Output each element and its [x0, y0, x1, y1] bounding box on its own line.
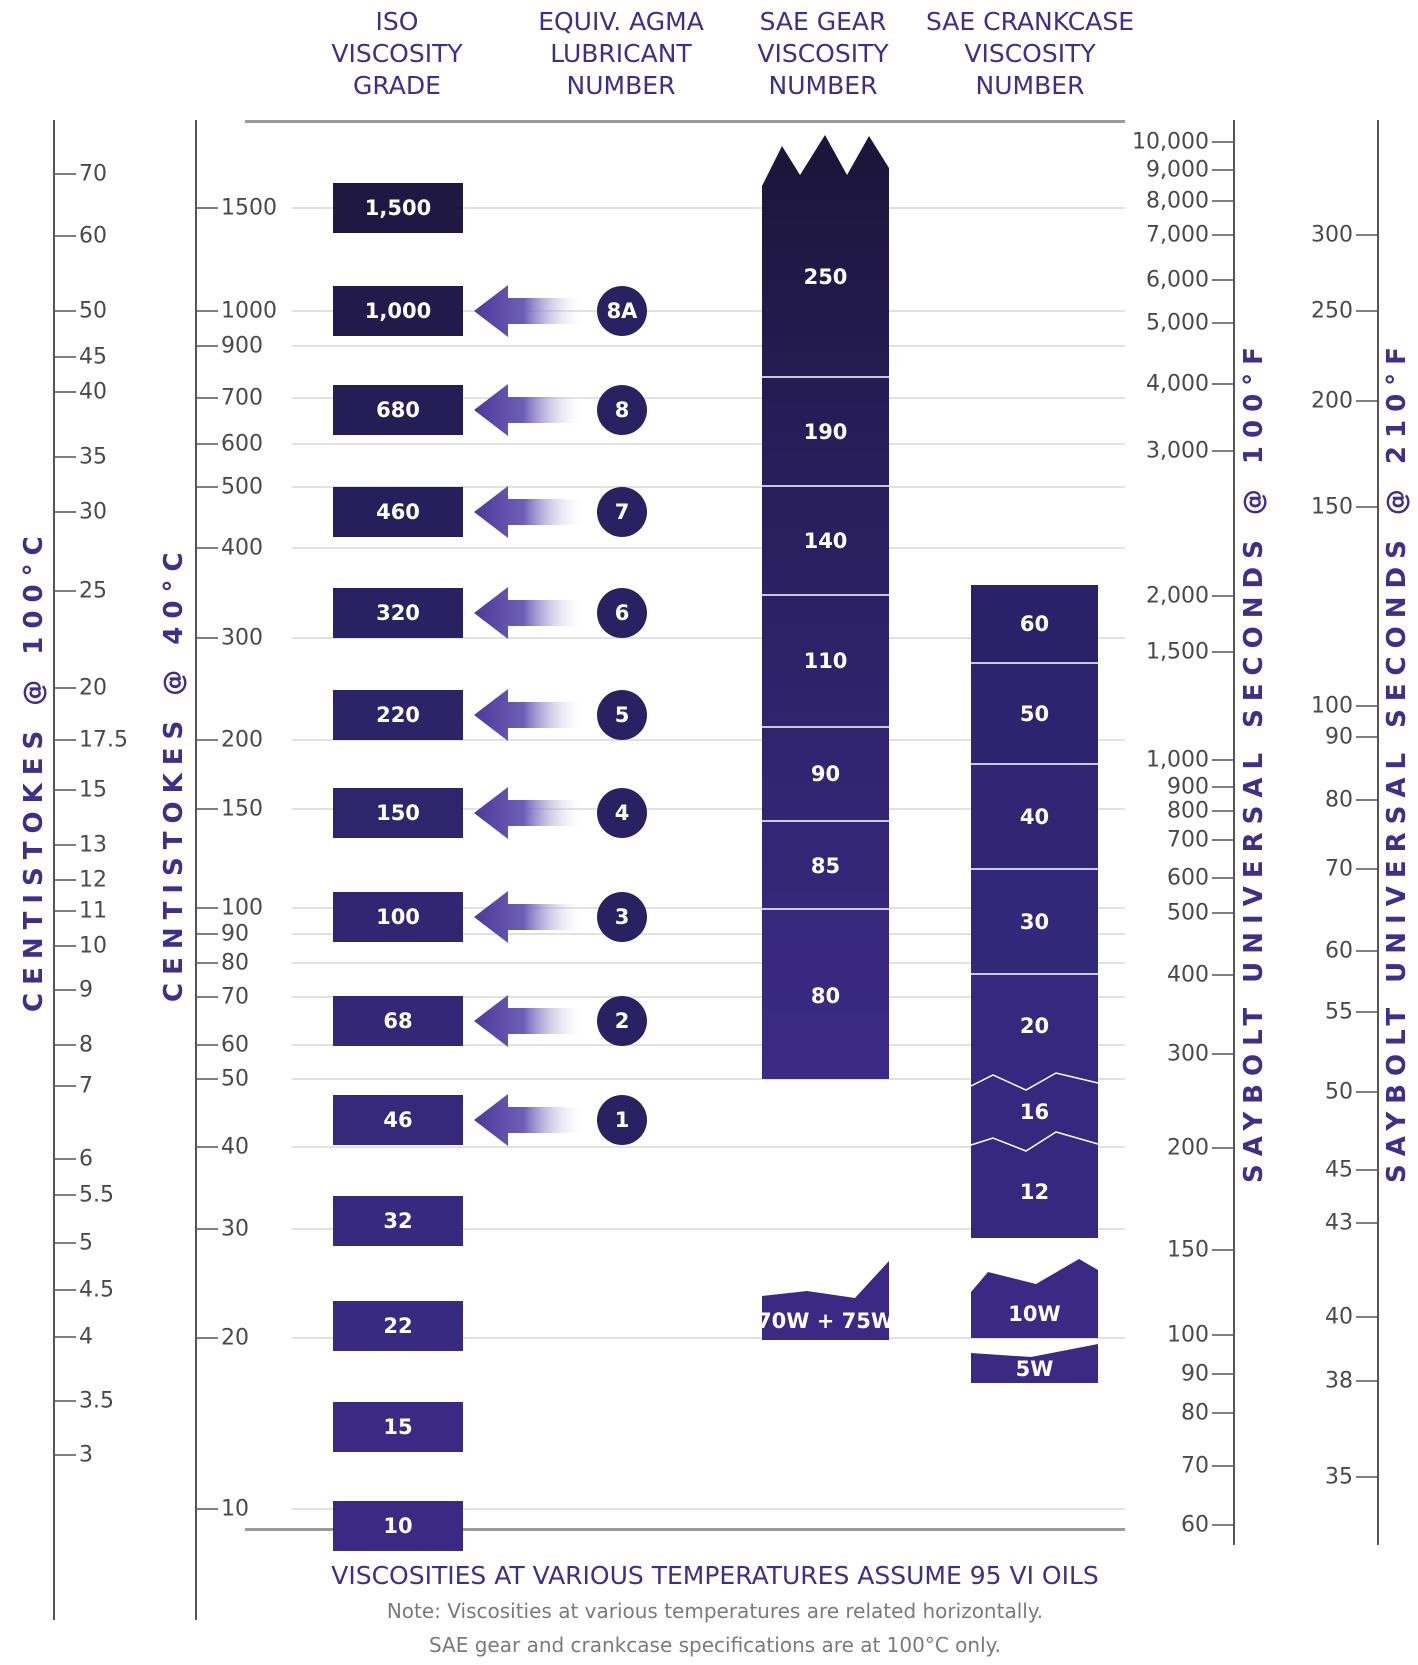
sae-crankcase-column: [971, 585, 1098, 1383]
axis-cst-40c: [196, 120, 277, 1620]
iso-box-10: [333, 1501, 463, 1551]
sae-gear-90: 90: [810, 762, 841, 786]
sae-gear-190: 190: [803, 420, 848, 444]
sae-crankcase-10w: [971, 1259, 1098, 1338]
iso-box-32: [333, 1196, 463, 1246]
iso-box-label: 32: [383, 1209, 413, 1233]
tick-label-7-000: 7,000: [1146, 222, 1209, 248]
tick-label-250: 250: [1311, 298, 1353, 324]
tick-label-70: 70: [79, 161, 107, 187]
arrow-left-icon: [474, 486, 585, 538]
header-sae-crankcase-line-2: VISCOSITY: [964, 39, 1096, 68]
tick-label-11: 11: [79, 898, 107, 924]
tick-label-4: 4: [79, 1324, 93, 1350]
tick-label-1000: 1000: [221, 298, 277, 324]
tick-label-5: 5: [79, 1230, 93, 1256]
iso-box-1-500: [333, 183, 463, 233]
sae-gear-80: 80: [810, 984, 841, 1008]
tick-label-1-000: 1,000: [1146, 747, 1209, 773]
arrow-left-icon: [474, 285, 585, 337]
column-headers: [331, 7, 1134, 100]
tick-label-400: 400: [1167, 962, 1209, 988]
tick-label-60: 60: [79, 223, 107, 249]
iso-grade-column: [333, 183, 463, 1551]
tick-label-25: 25: [79, 578, 107, 604]
sae-crankcase-12: 12: [1019, 1180, 1050, 1204]
tick-label-90: 90: [1325, 724, 1353, 750]
iso-box-22: [333, 1301, 463, 1351]
tick-label-100: 100: [221, 895, 263, 921]
tick-label-60: 60: [1325, 938, 1353, 964]
tick-label-8-000: 8,000: [1146, 188, 1209, 214]
footer-note-1: Note: Viscosities at various temperatures are related horizontally.: [386, 1599, 1044, 1623]
arrow-left-icon: [474, 787, 585, 839]
tick-label-300: 300: [1167, 1041, 1209, 1067]
tick-label-43: 43: [1325, 1210, 1353, 1236]
tick-label-17-5: 17.5: [79, 727, 128, 753]
agma-3: [474, 891, 647, 943]
tick-label-500: 500: [1167, 900, 1209, 926]
iso-box-label: 68: [383, 1009, 413, 1033]
axis-sus-100f: [1132, 120, 1234, 1545]
agma-column: [474, 285, 647, 1146]
tick-label-10: 10: [221, 1496, 249, 1522]
header-sae-gear-line-3: NUMBER: [768, 71, 878, 100]
axis-title-sus-100f: SAYBOLT UNIVERSAL SECONDS @ 100°F: [1239, 339, 1269, 1183]
tick-label-400: 400: [221, 535, 263, 561]
sae-gear-70w-75w: [757, 1261, 894, 1340]
tick-label-9-000: 9,000: [1146, 157, 1209, 183]
tick-label-200: 200: [1167, 1135, 1209, 1161]
sae-crankcase-50: 50: [1019, 702, 1050, 726]
tick-label-4-5: 4.5: [79, 1277, 114, 1303]
iso-box-label: 150: [376, 801, 420, 825]
iso-box-46: [333, 1095, 463, 1145]
tick-label-5-000: 5,000: [1146, 310, 1209, 336]
agma-badge-label: 8: [614, 398, 630, 422]
tick-label-10: 10: [79, 933, 107, 959]
arrow-left-icon: [474, 995, 585, 1047]
tick-label-13: 13: [79, 832, 107, 858]
axes: [54, 120, 1378, 1620]
agma-badge-label: 3: [614, 905, 630, 929]
agma-badge-label: 8A: [606, 299, 638, 323]
tick-label-90: 90: [1181, 1361, 1209, 1387]
tick-label-100: 100: [1311, 693, 1353, 719]
sae-gear-250: 250: [803, 265, 848, 289]
iso-box-label: 680: [376, 398, 420, 422]
header-sae-crankcase-line-1: SAE CRANKCASE: [925, 7, 1135, 36]
tick-label-50: 50: [79, 298, 107, 324]
tick-label-1-500: 1,500: [1146, 639, 1209, 665]
agma-badge-label: 4: [614, 801, 630, 825]
agma-4: [474, 787, 647, 839]
iso-box-label: 460: [376, 500, 420, 524]
tick-label-900: 900: [1167, 774, 1209, 800]
iso-box-label: 1,500: [364, 196, 432, 220]
agma-badge-label: 1: [614, 1108, 630, 1132]
agma-badge-label: 6: [614, 601, 630, 625]
tick-label-9: 9: [79, 977, 93, 1003]
header-sae-gear-line-1: SAE GEAR: [759, 7, 887, 36]
tick-label-70: 70: [221, 984, 249, 1010]
tick-label-55: 55: [1325, 999, 1353, 1025]
axis-title-cst-40c: CENTISTOKES @ 40°C: [159, 544, 189, 1002]
iso-box-100: [333, 892, 463, 942]
iso-box-1-000: [333, 286, 463, 336]
tick-label-40: 40: [221, 1134, 249, 1160]
agma-badge-label: 7: [614, 500, 630, 524]
arrow-left-icon: [474, 384, 585, 436]
tick-label-200: 200: [221, 727, 263, 753]
tick-label-30: 30: [79, 499, 107, 525]
tick-label-80: 80: [221, 950, 249, 976]
tick-label-50: 50: [221, 1066, 249, 1092]
top-rule: [245, 120, 1125, 123]
tick-label-300: 300: [1311, 222, 1353, 248]
tick-label-35: 35: [79, 444, 107, 470]
sae-crankcase-60: 60: [1019, 612, 1050, 636]
tick-label-30: 30: [221, 1216, 249, 1242]
axis-title-sus-210f: SAYBOLT UNIVERSAL SECONDS @ 210°F: [1382, 339, 1412, 1183]
tick-label-60: 60: [221, 1032, 249, 1058]
tick-label-80: 80: [1325, 787, 1353, 813]
iso-box-label: 220: [376, 703, 420, 727]
iso-box-label: 15: [383, 1415, 413, 1439]
tick-label-80: 80: [1181, 1400, 1209, 1426]
tick-label-2-000: 2,000: [1146, 583, 1209, 609]
tick-label-45: 45: [1325, 1157, 1353, 1183]
tick-label-10-000: 10,000: [1132, 129, 1209, 155]
arrow-left-icon: [474, 587, 585, 639]
sae-gear-140: 140: [803, 529, 848, 553]
tick-label-700: 700: [1167, 827, 1209, 853]
agma-5: [474, 689, 647, 741]
sae-crankcase-16: 16: [1019, 1100, 1050, 1124]
iso-box-460: [333, 487, 463, 537]
sae-gear-70w-75w-label: 70W + 75W: [757, 1309, 894, 1333]
tick-label-45: 45: [79, 344, 107, 370]
agma-7: [474, 486, 647, 538]
tick-label-15: 15: [79, 777, 107, 803]
axis-title-cst-100c: CENTISTOKES @ 100°C: [19, 528, 49, 1012]
axis-cst-100c: [54, 120, 128, 1620]
agma-badge-label: 2: [614, 1009, 630, 1033]
iso-box-68: [333, 996, 463, 1046]
tick-label-20: 20: [79, 675, 107, 701]
sae-crankcase-40: 40: [1019, 805, 1050, 829]
footer-note-2: SAE gear and crankcase specifications are at 100°C only.: [428, 1633, 1002, 1657]
header-sae-gear-line-2: VISCOSITY: [757, 39, 889, 68]
tick-label-70: 70: [1325, 856, 1353, 882]
tick-label-8: 8: [79, 1032, 93, 1058]
tick-label-4-000: 4,000: [1146, 371, 1209, 397]
tick-label-150: 150: [221, 796, 263, 822]
tick-label-100: 100: [1167, 1322, 1209, 1348]
agma-1: [474, 1094, 647, 1146]
iso-box-label: 22: [383, 1314, 413, 1338]
tick-label-6-000: 6,000: [1146, 267, 1209, 293]
tick-label-800: 800: [1167, 798, 1209, 824]
iso-box-680: [333, 385, 463, 435]
agma-8a: [474, 285, 647, 337]
footer-title: VISCOSITIES AT VARIOUS TEMPERATURES ASSUME 95 VI OILS: [331, 1561, 1099, 1590]
sae-gear-column: [757, 135, 894, 1340]
sae-crankcase-5w: [971, 1344, 1098, 1383]
tick-label-150: 150: [1167, 1237, 1209, 1263]
arrow-left-icon: [474, 689, 585, 741]
agma-2: [474, 995, 647, 1047]
sae-crankcase-20: 20: [1019, 1014, 1050, 1038]
tick-label-150: 150: [1311, 494, 1353, 520]
tick-label-3-000: 3,000: [1146, 438, 1209, 464]
tick-label-900: 900: [221, 333, 263, 359]
iso-box-320: [333, 588, 463, 638]
tick-label-300: 300: [221, 625, 263, 651]
arrow-left-icon: [474, 1094, 585, 1146]
tick-label-700: 700: [221, 385, 263, 411]
sae-gear-85: 85: [810, 854, 841, 878]
iso-box-label: 1,000: [364, 299, 432, 323]
tick-label-40: 40: [1325, 1304, 1353, 1330]
tick-label-500: 500: [221, 474, 263, 500]
iso-box-220: [333, 690, 463, 740]
tick-label-200: 200: [1311, 388, 1353, 414]
tick-label-60: 60: [1181, 1512, 1209, 1538]
tick-label-35: 35: [1325, 1464, 1353, 1490]
tick-label-600: 600: [221, 431, 263, 457]
header-iso-line-2: VISCOSITY: [331, 39, 463, 68]
tick-label-50: 50: [1325, 1079, 1353, 1105]
iso-box-label: 320: [376, 601, 420, 625]
tick-label-38: 38: [1325, 1368, 1353, 1394]
sae-crankcase-10w-shape: [971, 1259, 1098, 1338]
sae-gear-110: 110: [803, 649, 848, 673]
tick-label-70: 70: [1181, 1453, 1209, 1479]
tick-label-90: 90: [221, 921, 249, 947]
tick-label-7: 7: [79, 1073, 93, 1099]
header-agma-line-1: EQUIV. AGMA: [538, 7, 704, 36]
tick-label-40: 40: [79, 379, 107, 405]
header-agma-line-2: LUBRICANT: [550, 39, 692, 68]
header-iso-line-3: GRADE: [353, 71, 441, 100]
axis-sus-210f: [1311, 120, 1378, 1545]
sae-crankcase-30: 30: [1019, 910, 1050, 934]
iso-box-label: 46: [383, 1108, 413, 1132]
header-iso-line-1: ISO: [375, 7, 419, 36]
sae-crankcase-10w-label: 10W: [1008, 1302, 1061, 1326]
header-agma-line-3: NUMBER: [566, 71, 676, 100]
agma-badge-label: 5: [614, 703, 630, 727]
tick-label-12: 12: [79, 867, 107, 893]
agma-6: [474, 587, 647, 639]
iso-box-150: [333, 788, 463, 838]
agma-8: [474, 384, 647, 436]
iso-box-label: 100: [376, 905, 420, 929]
iso-box-label: 10: [383, 1514, 413, 1538]
tick-label-3-5: 3.5: [79, 1388, 114, 1414]
tick-label-600: 600: [1167, 865, 1209, 891]
arrow-left-icon: [474, 891, 585, 943]
tick-label-1500: 1500: [221, 195, 277, 221]
tick-label-5-5: 5.5: [79, 1182, 114, 1208]
tick-label-6: 6: [79, 1146, 93, 1172]
header-sae-crankcase-line-3: NUMBER: [975, 71, 1085, 100]
tick-label-3: 3: [79, 1442, 93, 1468]
iso-box-15: [333, 1402, 463, 1452]
tick-label-20: 20: [221, 1325, 249, 1351]
sae-crankcase-5w-label: 5W: [1015, 1357, 1054, 1381]
